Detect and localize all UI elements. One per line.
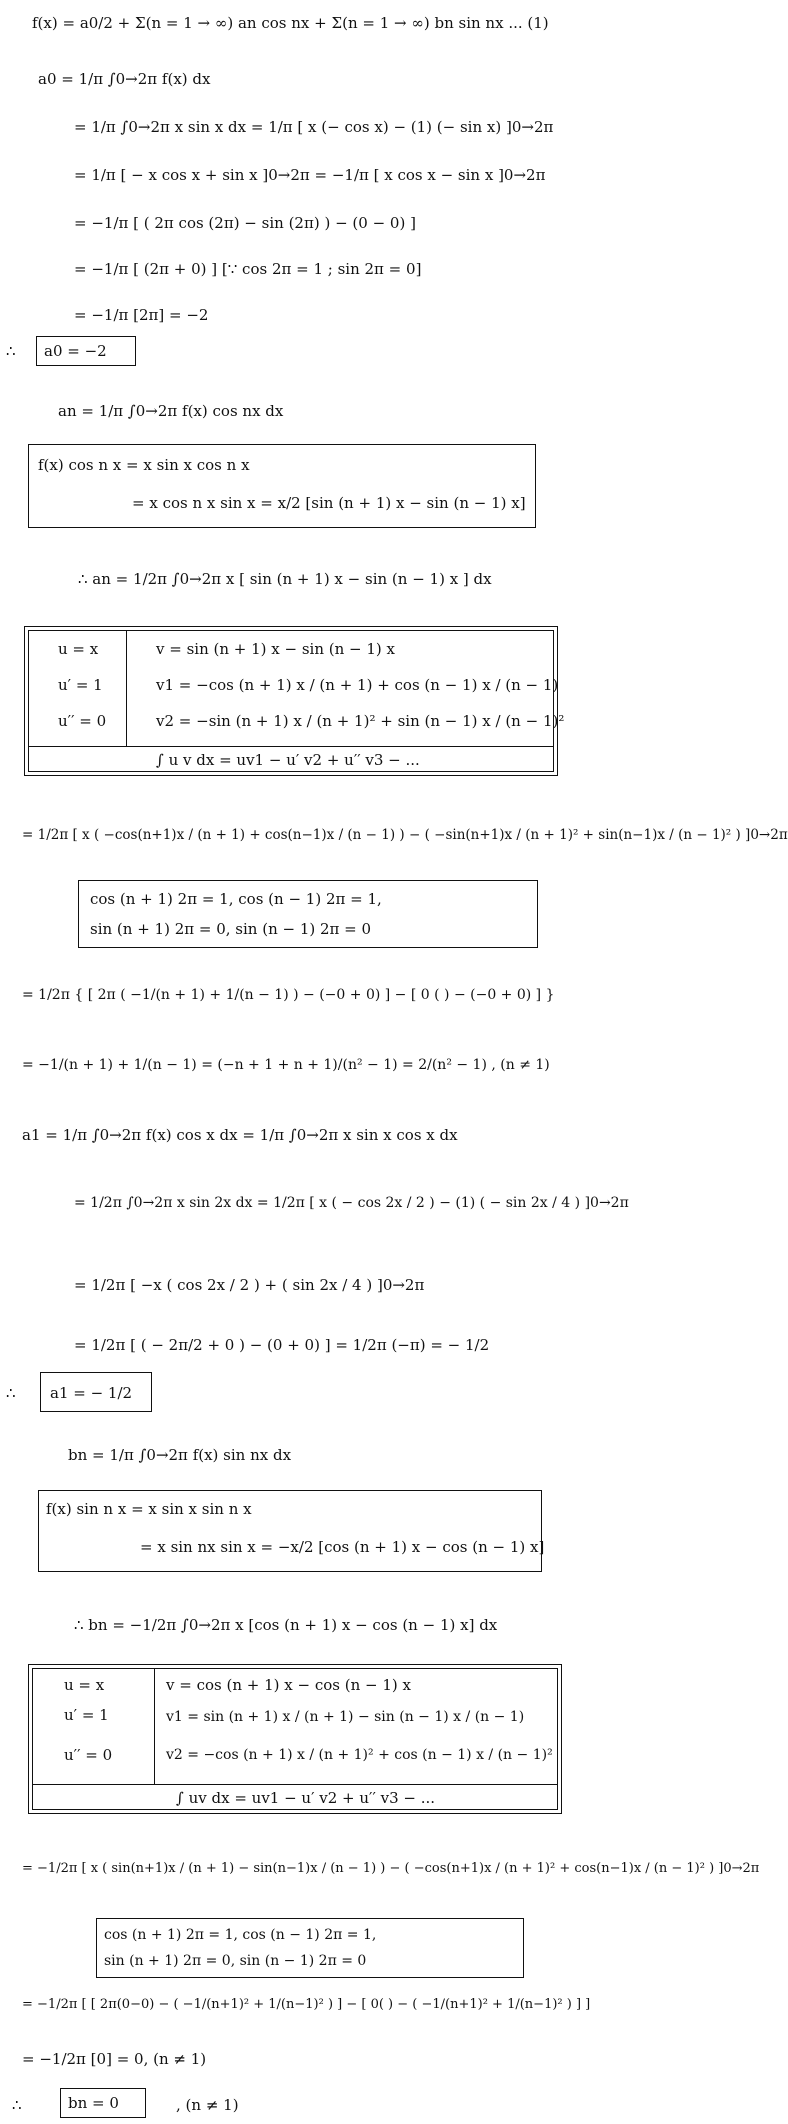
table-integration-by-parts: ∫ uv dx = uv1 − u′ v2 + u′′ v3 − ...: [176, 1789, 436, 1807]
equation-an-expansion: = 1/2π [ x ( −cos(n+1)x / (n + 1) + cos(n−1)x / (n − 1) ) − ( −sin(n+1)x / (n + 1)² + sin(n−1)x / (n − 1)² ) ]0→2π: [22, 827, 788, 843]
therefore-symbol: ∴: [12, 2096, 22, 2114]
table-divider: [126, 630, 127, 746]
trig-values-line1: cos (n + 1) 2π = 1, cos (n − 1) 2π = 1,: [104, 1927, 377, 1943]
equation-an-result: = −1/(n + 1) + 1/(n − 1) = (−n + 1 + n + 1)/(n² − 1) = 2/(n² − 1) , (n ≠ 1): [22, 1057, 550, 1073]
equation-bn-evaluate: = −1/2π [ [ 2π(0−0) − ( −1/(n+1)² + 1/(n−1)² ) ] − [ 0( ) − ( −1/(n+1)² + 1/(n−1)² ) ] ]: [22, 1997, 591, 2012]
equation-an-evaluate: = 1/2π { [ 2π ( −1/(n + 1) + 1/(n − 1) ) − (−0 + 0) ] − [ 0 ( ) − (−0 + 0) ] }: [22, 987, 555, 1003]
table-v: v = sin (n + 1) x − sin (n − 1) x: [156, 640, 396, 658]
identity-an-line2: = x cos n x sin x = x/2 [sin (n + 1) x − sin (n − 1) x]: [132, 494, 526, 512]
equation-bn-def: bn = 1/π ∫0→2π f(x) sin nx dx: [68, 1446, 292, 1464]
equation-a1-def: a1 = 1/π ∫0→2π f(x) cos x dx = 1/π ∫0→2π x sin x cos x dx: [22, 1126, 458, 1144]
therefore-symbol: ∴: [6, 1384, 16, 1402]
equation-a1-step2: = 1/2π [ −x ( cos 2x / 2 ) + ( sin 2x / 4 ) ]0→2π: [74, 1276, 425, 1294]
trig-values-line2: sin (n + 1) 2π = 0, sin (n − 1) 2π = 0: [104, 1953, 367, 1969]
identity-an-line1: f(x) cos n x = x sin x cos n x: [38, 456, 250, 474]
condition-n-not-1: , (n ≠ 1): [176, 2096, 239, 2114]
equation-bn-expansion: = −1/2π [ x ( sin(n+1)x / (n + 1) − sin(n−1)x / (n − 1) ) − ( −cos(n+1)x / (n + 1)² + cos(n−1)x / (n − 1)² ) ]0→2π: [22, 1861, 760, 1876]
table-u-prime: u′ = 1: [64, 1706, 109, 1724]
identity-bn-line1: f(x) sin n x = x sin x sin n x: [46, 1500, 252, 1518]
table-u-double-prime: u′′ = 0: [64, 1746, 113, 1764]
result-a0: a0 = −2: [44, 342, 107, 360]
equation-an-def: an = 1/π ∫0→2π f(x) cos nx dx: [58, 402, 284, 420]
table-u-prime: u′ = 1: [58, 676, 103, 694]
equation-a1-step3: = 1/2π [ ( − 2π/2 + 0 ) − (0 + 0) ] = 1/2π (−π) = − 1/2: [74, 1336, 490, 1354]
table-v2: v2 = −cos (n + 1) x / (n + 1)² + cos (n − 1) x / (n − 1)²: [166, 1747, 553, 1763]
table-u: u = x: [64, 1676, 105, 1694]
trig-values-line2: sin (n + 1) 2π = 0, sin (n − 1) 2π = 0: [90, 920, 372, 938]
equation-a0-step4: = −1/π [ (2π + 0) ] [∵ cos 2π = 1 ; sin 2π = 0]: [74, 260, 422, 278]
table-v1: v1 = sin (n + 1) x / (n + 1) − sin (n − 1) x / (n − 1): [166, 1709, 525, 1725]
therefore-symbol: ∴: [6, 342, 16, 360]
table-divider: [32, 1784, 558, 1785]
table-v: v = cos (n + 1) x − cos (n − 1) x: [166, 1676, 411, 1694]
table-divider: [28, 746, 554, 747]
equation-a1-step1: = 1/2π ∫0→2π x sin 2x dx = 1/2π [ x ( − cos 2x / 2 ) − (1) ( − sin 2x / 4 ) ]0→2π: [74, 1195, 629, 1211]
table-u: u = x: [58, 640, 99, 658]
identity-bn-line2: = x sin nx sin x = −x/2 [cos (n + 1) x − cos (n − 1) x]: [140, 1538, 545, 1556]
equation-a0-step2: = 1/π [ − x cos x + sin x ]0→2π = −1/π [ x cos x − sin x ]0→2π: [74, 166, 546, 184]
result-bn: bn = 0: [68, 2094, 119, 2112]
equation-bn-integral: ∴ bn = −1/2π ∫0→2π x [cos (n + 1) x − cos (n − 1) x] dx: [74, 1616, 498, 1634]
table-v2: v2 = −sin (n + 1) x / (n + 1)² + sin (n − 1) x / (n − 1)²: [156, 712, 565, 730]
equation-a0-def: a0 = 1/π ∫0→2π f(x) dx: [38, 70, 211, 88]
equation-a0-step1: = 1/π ∫0→2π x sin x dx = 1/π [ x (− cos x) − (1) (− sin x) ]0→2π: [74, 118, 554, 136]
table-integration-by-parts: ∫ u v dx = uv1 − u′ v2 + u′′ v3 − ...: [156, 751, 420, 769]
equation-an-integral: ∴ an = 1/2π ∫0→2π x [ sin (n + 1) x − sin (n − 1) x ] dx: [78, 570, 492, 588]
equation-a0-step5: = −1/π [2π] = −2: [74, 306, 209, 324]
result-a1: a1 = − 1/2: [50, 1384, 133, 1402]
equation-fourier-series: f(x) = a0/2 + Σ(n = 1 → ∞) an cos nx + Σ(n = 1 → ∞) bn sin nx ... (1): [32, 14, 549, 32]
trig-values-line1: cos (n + 1) 2π = 1, cos (n − 1) 2π = 1,: [90, 890, 382, 908]
table-v1: v1 = −cos (n + 1) x / (n + 1) + cos (n − 1) x / (n − 1): [156, 676, 559, 694]
table-divider: [154, 1668, 155, 1784]
equation-bn-step: = −1/2π [0] = 0, (n ≠ 1): [22, 2050, 207, 2068]
table-u-double-prime: u′′ = 0: [58, 712, 107, 730]
equation-a0-step3: = −1/π [ ( 2π cos (2π) − sin (2π) ) − (0 − 0) ]: [74, 214, 416, 232]
